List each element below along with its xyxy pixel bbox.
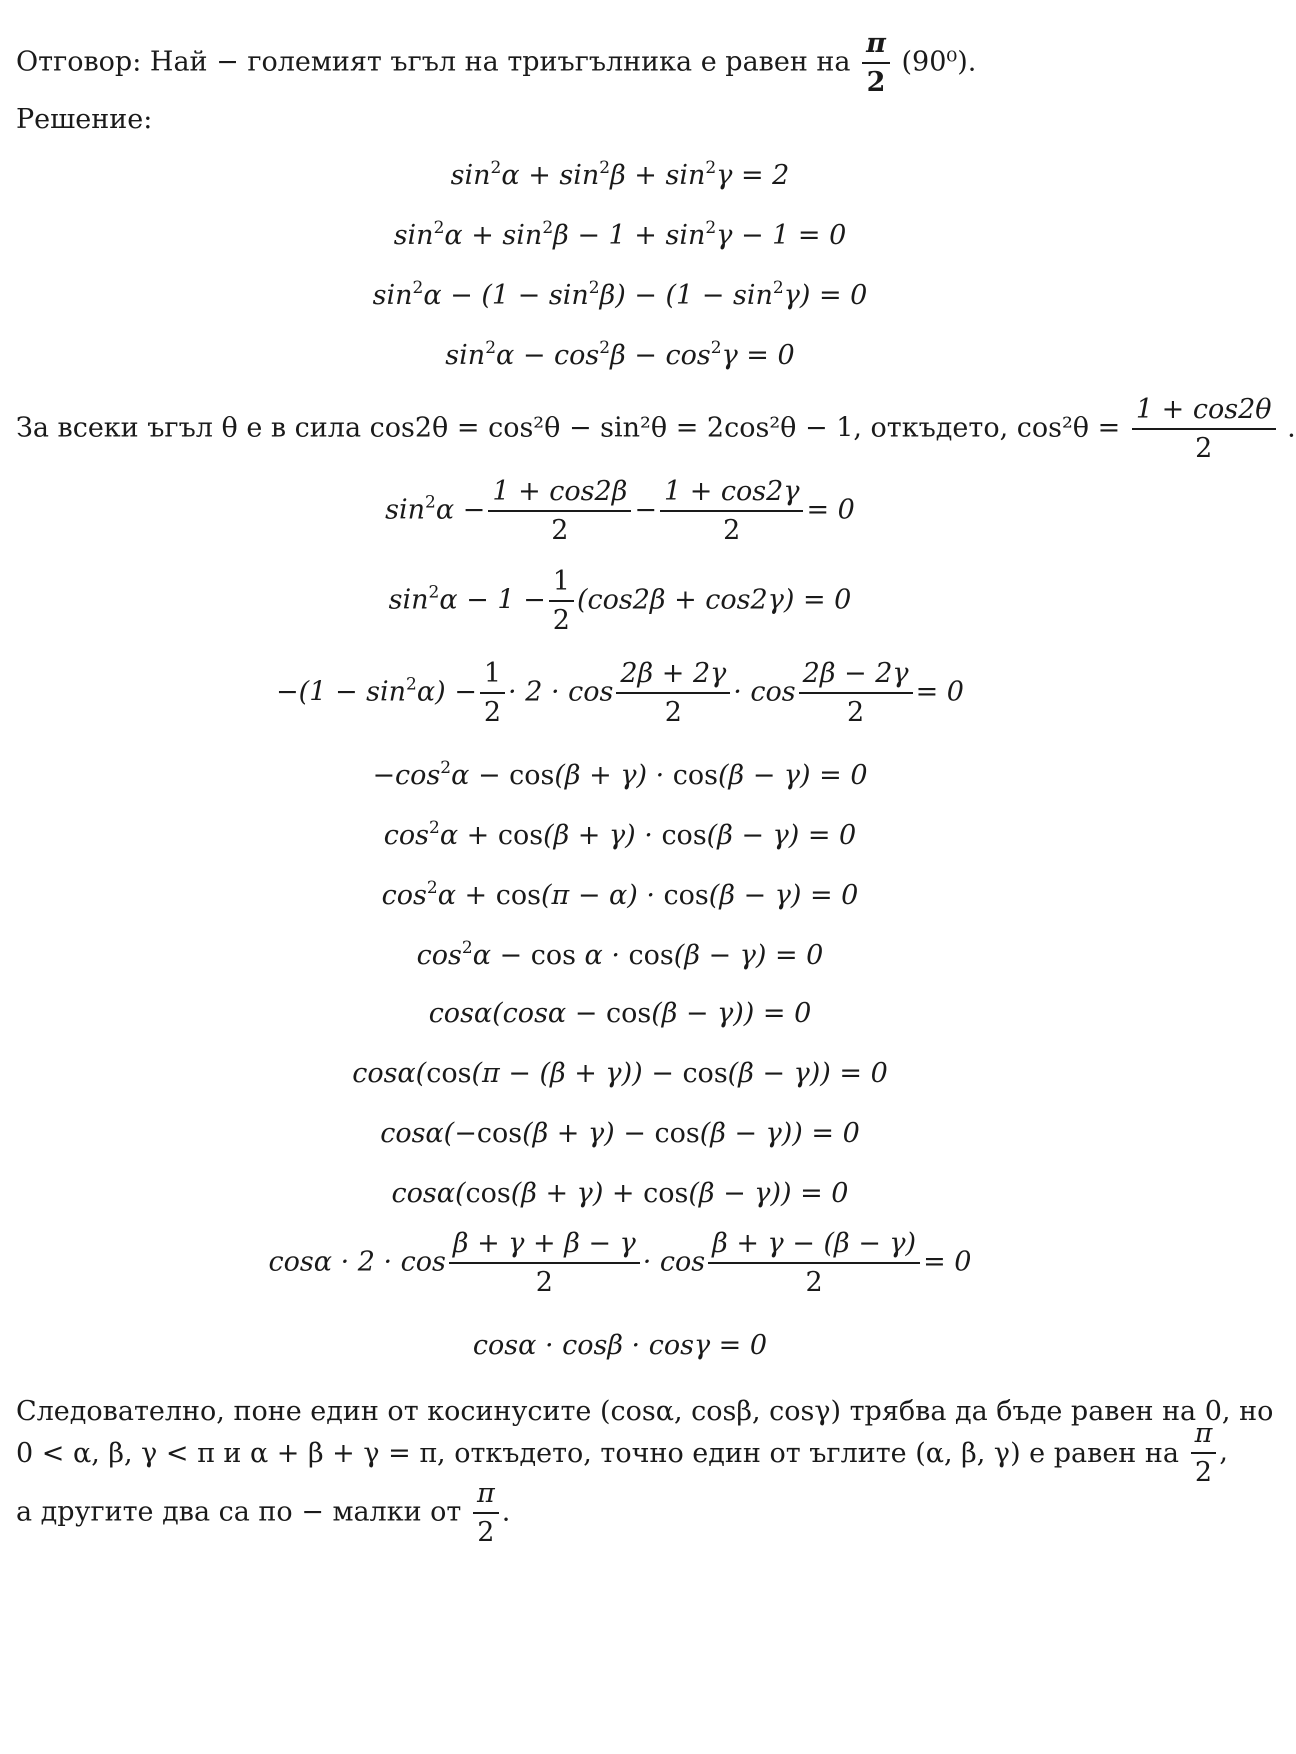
equation-3: $\sin^2\alpha - (1 - \sin^2\beta) - (1 - \sin^2\gamma) = 0$ — [372, 278, 868, 311]
identity-text: За всеки ъгъл θ е в сила cos2θ = cos²θ − sin²θ = 2cos²θ − 1, откъдето, cos²θ = — [16, 412, 1121, 444]
equation-12: cosα(cosα − cos(β − γ)) = 0 — [428, 998, 812, 1029]
equation-11: $\cos^2\alpha - \cos \alpha \cdot \cos(\beta - \gamma) = 0$ — [416, 938, 824, 971]
equation-5: $\sin^2\alpha$ − $\frac{1 + \cos 2\beta}{2}$ − $\frac{1 + \cos 2\gamma}{2}$ = 0 — [385, 476, 855, 546]
solution-label: Решение: — [16, 104, 153, 135]
identity-fraction-num: 1 + cos2θ — [1132, 396, 1276, 430]
answer-fraction — [862, 30, 890, 96]
identity-line — [16, 396, 1296, 462]
equation-1: $\sin^2\alpha + \sin^2\beta + \sin^2\gamma = 2$ — [450, 158, 790, 191]
equation-16: cosα · 2 · cos $\frac{\beta + \gamma + \beta - \gamma}{2}$ · cos $\frac{\beta + \gamma - (\beta - \gamma)}{2}$ = 0 — [268, 1228, 972, 1298]
equation-13: cosα(cos(π − (β + γ)) − cos(β − γ)) = 0 — [352, 1058, 888, 1089]
identity-tail: . — [1287, 412, 1296, 444]
conclusion-line-2-tail: , — [1219, 1436, 1228, 1468]
answer-fraction-num: π — [862, 30, 890, 64]
answer-fraction-den: 2 — [866, 67, 886, 98]
identity-fraction — [1132, 396, 1276, 462]
answer-text: Отговор: Най − големият ъгъл на триъгълника е равен на — [16, 46, 851, 78]
conclusion-line-2-den: 2 — [1194, 1457, 1213, 1488]
equation-17: cosα · cosβ · cosγ = 0 — [472, 1330, 768, 1361]
conclusion-line-3-tail: . — [501, 1496, 511, 1528]
conclusion-line-1: Следователно, поне един от косинусите (cosα, cosβ, cosγ) трябва да бъде равен на 0, но — [16, 1396, 1274, 1427]
equation-4: $\sin^2\alpha - \cos^2\beta - \cos^2\gamma = 0$ — [445, 338, 795, 371]
conclusion-line-2-text: 0 < α, β, γ < π и α + β + γ = π, откъдето, точно един от ъглите (α, β, γ) е равен на — [16, 1437, 1179, 1469]
conclusion-line-2-fraction — [1191, 1420, 1217, 1486]
equation-10: $\cos^2\alpha + \cos(\pi - \alpha) \cdot \cos(\beta - \gamma) = 0$ — [381, 878, 859, 911]
equation-14: cosα(−cos(β + γ) − cos(β − γ)) = 0 — [380, 1118, 860, 1149]
conclusion-line-3-text: а другите два са по − малки от — [16, 1496, 462, 1528]
equation-9: $\cos^2\alpha + \cos(\beta + \gamma) \cdot \cos(\beta - \gamma) = 0$ — [383, 818, 857, 851]
conclusion-line-3-fraction — [473, 1480, 499, 1546]
answer-line — [16, 30, 976, 96]
equation-7: $-(1 - \sin^2\alpha)$ − $\frac{1}{2}$ · 2 · cos $\frac{2\beta + 2\gamma}{2}$ · cos $\frac{2\beta - 2\gamma}{2}$ = 0 — [276, 658, 964, 728]
equation-2: $\sin^2\alpha + \sin^2\beta - 1 + \sin^2\gamma - 1 = 0$ — [393, 218, 847, 251]
equation-8: $-\cos^2\alpha - \cos(\beta + \gamma) \cdot \cos(\beta - \gamma) = 0$ — [372, 758, 868, 791]
conclusion-line-3 — [16, 1480, 510, 1546]
equation-15: cosα(cos(β + γ) + cos(β − γ)) = 0 — [391, 1178, 849, 1209]
conclusion-line-3-num: π — [473, 1480, 499, 1514]
conclusion-line-2-num: π — [1191, 1420, 1217, 1454]
equation-6: $\sin^2\alpha - 1$ − $\frac{1}{2}$ (cos2β + cos2γ) = 0 — [388, 566, 852, 636]
conclusion-line-2 — [16, 1420, 1228, 1486]
answer-degrees: (90⁰). — [901, 46, 977, 78]
identity-fraction-den: 2 — [1195, 433, 1213, 464]
conclusion-line-3-den: 2 — [477, 1517, 495, 1548]
